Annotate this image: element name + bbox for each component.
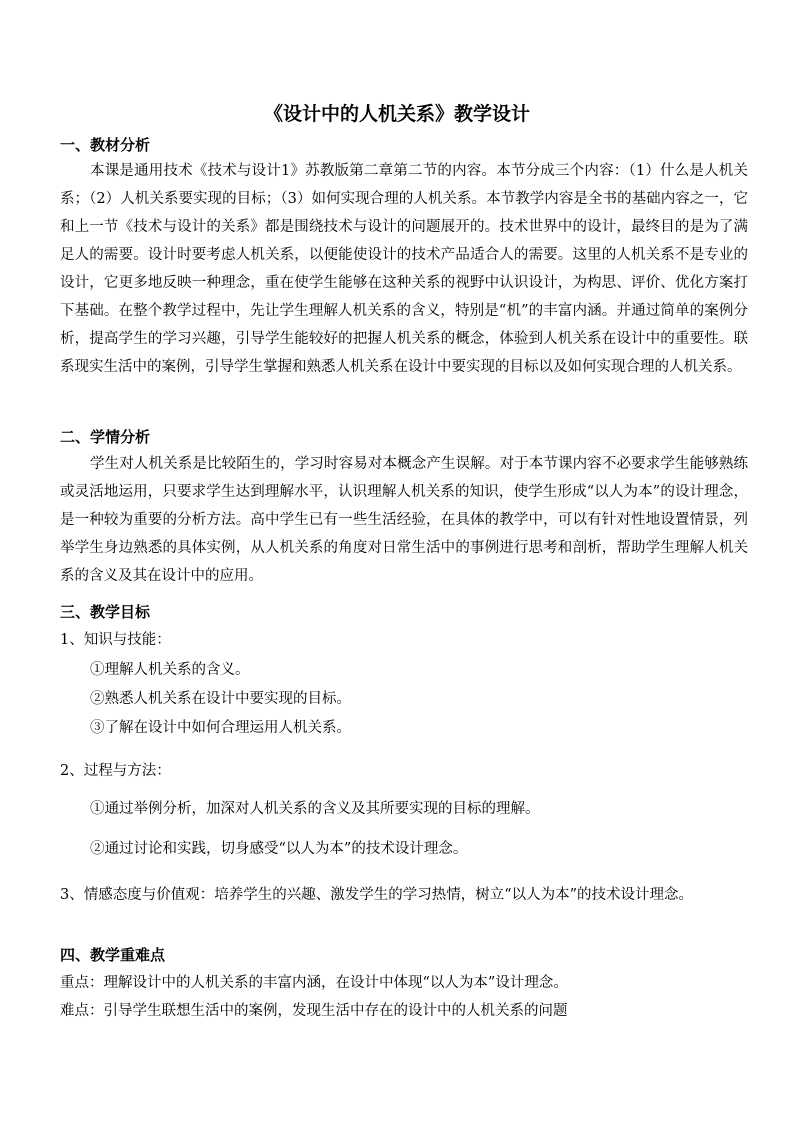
section-heading-key-difficulties: 四、教学重难点 xyxy=(60,946,166,964)
goal-process-item-1: ①通过举例分析，加深对人机关系的含义及其所要实现的目标的理解。 xyxy=(90,801,540,817)
goal-process-methods-label: 2、过程与方法： xyxy=(60,763,171,779)
goal-process-item-2: ②通过讨论和实践，切身感受“以人为本”的技术设计理念。 xyxy=(90,841,468,857)
difficulty-text: 难点：引导学生联想生活中的案例，发现生活中存在的设计中的人机关系的问题 xyxy=(60,1003,568,1019)
section-heading-student-analysis: 二、学情分析 xyxy=(60,428,151,446)
goal-attitude-values: 3、情感态度与价值观：培养学生的兴趣、激发学生的学习热情，树立“以人为本”的技术设计理念。 xyxy=(60,887,694,903)
textbook-analysis-paragraph: 本课是通用技术《技术与设计1》苏教版第二章第二节的内容。本节分成三个内容：（1）什么是人机关系；（2）人机关系要实现的目标；（3）如何实现合理的人机关系。本节教学内容是全书的基础内容之一，它和上一节《技术与设计的关系》都是围绕技术与设计的问题展开的。技术世界中的设计，最终目的是为了满足人的需要。设计时要考虑人机关系，以便能使设计的技术产品适合人的需要。这里的人机关系不是专业的设计，它更多地反映一种理念，重在使学生能够在这种关系的视野中认识设计，为构思、评价、优化方案打下基础。在整个教学过程中，先让学生理解人机关系的含义，特别是“机”的丰富内涵。并通过简单的案例分析，提高学生的学习兴趣，引导学生能较好的把握人机关系的概念，体验到人机关系在设计中的重要性。联系现实生活中的案例，引导学生掌握和熟悉人机关系在设计中要实现的目标以及如何实现合理的人机关系。 xyxy=(60,163,748,375)
section-heading-textbook-analysis: 一、教材分析 xyxy=(60,136,151,154)
key-point-text: 重点：理解设计中的人机关系的丰富内涵，在设计中体现“以人为本”设计理念。 xyxy=(60,975,568,991)
goal-knowledge-item-1: ①理解人机关系的含义。 xyxy=(90,662,250,678)
document-title: 《设计中的人机关系》教学设计 xyxy=(263,103,530,125)
goal-knowledge-skills-label: 1、知识与技能： xyxy=(60,632,171,648)
goal-knowledge-item-2: ②熟悉人机关系在设计中要实现的目标。 xyxy=(90,691,351,707)
goal-knowledge-item-3: ③了解在设计中如何合理运用人机关系。 xyxy=(90,720,351,736)
section-heading-teaching-goals: 三、教学目标 xyxy=(60,603,151,621)
student-analysis-paragraph: 学生对人机关系是比较陌生的，学习时容易对本概念产生误解。对于本节课内容不必要求学生能够熟练或灵活地运用，只要求学生达到理解水平，认识理解人机关系的知识，使学生形成“以人为本”的设计理念，是一种较为重要的分析方法。高中学生已有一些生活经验，在具体的教学中，可以有针对性地设置情景，列举学生身边熟悉的具体实例，从人机关系的角度对日常生活中的事例进行思考和剖析，帮助学生理解人机关系的含义及其在设计中的应用。 xyxy=(60,456,748,584)
